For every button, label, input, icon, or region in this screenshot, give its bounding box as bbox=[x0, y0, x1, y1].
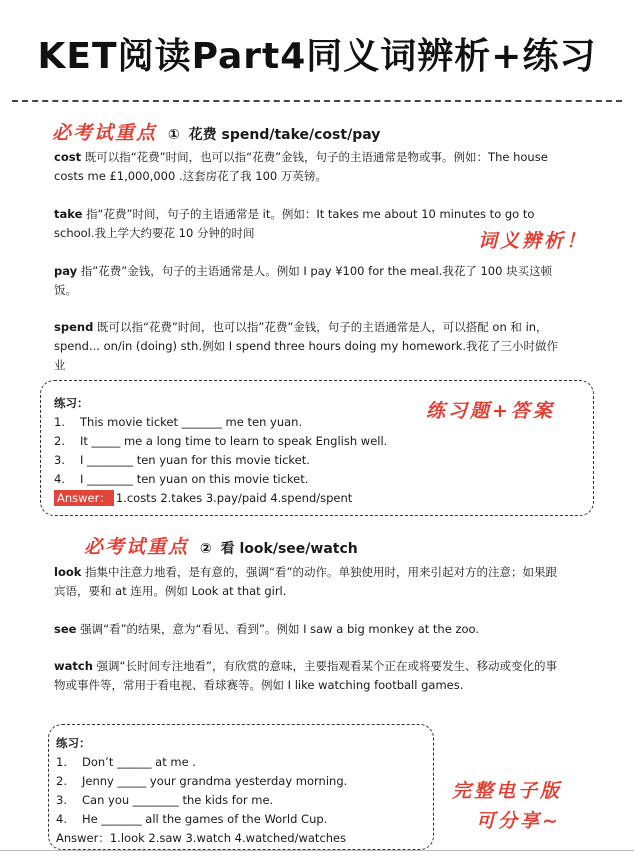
exercise-item bbox=[56, 791, 347, 810]
word-spend: spend bbox=[54, 320, 94, 334]
definition-watch-text: 强调“长时间专注地看”，有欣赏的意味，主要指观看某个正在或将要发生、移动或变化的事物或事件等，常用于看电视、看球赛等。例如 I like watching football games. bbox=[54, 659, 557, 692]
page-title: KET阅读Part4同义词辨析+练习 bbox=[37, 36, 597, 77]
answer-label: Answer： bbox=[54, 490, 114, 506]
definition-spend-text: 既可以指“花费”时间，也可以指”花费”金钱，句子的主语通常是人，可以搭配 on 和 in，spend... on/in (doing) sth.例如 I spend three hours doing my homework.我花了三小时做作业 bbox=[54, 320, 559, 372]
item-text: I ________ ten yuan on this movie ticket. bbox=[80, 472, 309, 486]
bottom-divider bbox=[0, 850, 634, 851]
word-see: see bbox=[54, 622, 77, 636]
word-take: take bbox=[54, 207, 83, 221]
item-text: This movie ticket _______ me ten yuan. bbox=[80, 415, 303, 429]
answer-row bbox=[56, 829, 347, 848]
item-number: 1. bbox=[56, 755, 67, 769]
item-number: 1. bbox=[54, 415, 65, 429]
share-note-1: 完整电子版 bbox=[452, 780, 563, 802]
item-text: Can you ________ the kids for me. bbox=[82, 793, 274, 807]
section2-heading bbox=[84, 532, 358, 559]
exercise-1 bbox=[54, 394, 387, 508]
exercise-item bbox=[54, 470, 387, 489]
definition-watch bbox=[54, 657, 564, 695]
word-watch: watch bbox=[54, 659, 93, 673]
exercise-2-label: 练习： bbox=[56, 736, 91, 750]
definition-spend bbox=[54, 318, 564, 375]
answer-text: 1.look 2.saw 3.watch 4.watched/watches bbox=[109, 831, 347, 845]
definition-see-text: 强调“看”的结果，意为“看见、看到”。例如 I saw a big monkey at the zoo. bbox=[80, 622, 480, 636]
exercise-item bbox=[54, 432, 387, 451]
definition-look bbox=[54, 563, 564, 601]
item-number: 3. bbox=[56, 793, 67, 807]
item-number: 2. bbox=[54, 434, 65, 448]
definition-look-text: 指集中注意力地看，是有意的，强调“看”的动作。单独使用时，用来引起对方的注意；如果跟宾语，要和 at 连用。例如 Look at that girl. bbox=[54, 565, 557, 598]
item-text: Jenny _____ your grandma yesterday morning. bbox=[82, 774, 348, 788]
title-divider bbox=[12, 100, 622, 102]
section1-number: ① bbox=[167, 127, 180, 143]
section1-heading bbox=[52, 118, 380, 145]
item-number: 3. bbox=[54, 453, 65, 467]
item-text: It _____ me a long time to learn to speak English well. bbox=[80, 434, 388, 448]
item-text: Don’t ______ at me . bbox=[82, 755, 196, 769]
definition-see bbox=[54, 620, 564, 639]
definition-pay bbox=[54, 262, 564, 300]
exercise-2 bbox=[56, 734, 347, 848]
exercise-note: 练习题+答案 bbox=[426, 400, 555, 422]
section2-number: ② bbox=[199, 541, 212, 557]
word-cost: cost bbox=[54, 150, 82, 164]
exercise-1-label: 练习： bbox=[54, 396, 89, 410]
section2-heading-text: 看 look/see/watch bbox=[220, 541, 358, 557]
word-pay: pay bbox=[54, 264, 78, 278]
answer-row bbox=[54, 489, 387, 508]
exercise-item bbox=[56, 810, 347, 829]
exercise-item bbox=[54, 413, 387, 432]
exercise-item bbox=[56, 753, 347, 772]
section1-heading-text: 花费 spend/take/cost/pay bbox=[188, 127, 381, 143]
section2-badge: 必考试重点 bbox=[84, 536, 190, 558]
item-text: I ________ ten yuan for this movie ticket. bbox=[80, 453, 310, 467]
item-number: 4. bbox=[54, 472, 65, 486]
answer-text: 1.costs 2.takes 3.pay/paid 4.spend/spent bbox=[115, 491, 353, 505]
vocab-note: 词义辨析！ bbox=[478, 230, 589, 252]
item-text: He _______ all the games of the World Cup. bbox=[82, 812, 328, 826]
definition-cost-text: 既可以指“花费”时间，也可以指“花费”金钱，句子的主语通常是物或事。例如：The house costs me £1,000,000 .这套房花了我 100 万英镑。 bbox=[54, 150, 548, 183]
section1-badge: 必考试重点 bbox=[52, 122, 158, 144]
item-number: 4. bbox=[56, 812, 67, 826]
word-look: look bbox=[54, 565, 82, 579]
share-note-2: 可分享~ bbox=[476, 810, 561, 832]
answer-label: Answer： bbox=[56, 831, 110, 845]
definition-take-text: 指“花费”时间，句子的主语通常是 it。例如：It takes me about 10 minutes to go to school.我上学大约要花 10 分钟的时间 bbox=[54, 207, 535, 240]
exercise-item bbox=[56, 772, 347, 791]
item-number: 2. bbox=[56, 774, 67, 788]
definition-pay-text: 指”花费”金钱，句子的主语通常是人。例如 I pay ¥100 for the meal.我花了 100 块买这顿饭。 bbox=[54, 264, 553, 297]
definition-cost bbox=[54, 148, 564, 186]
exercise-item bbox=[54, 451, 387, 470]
